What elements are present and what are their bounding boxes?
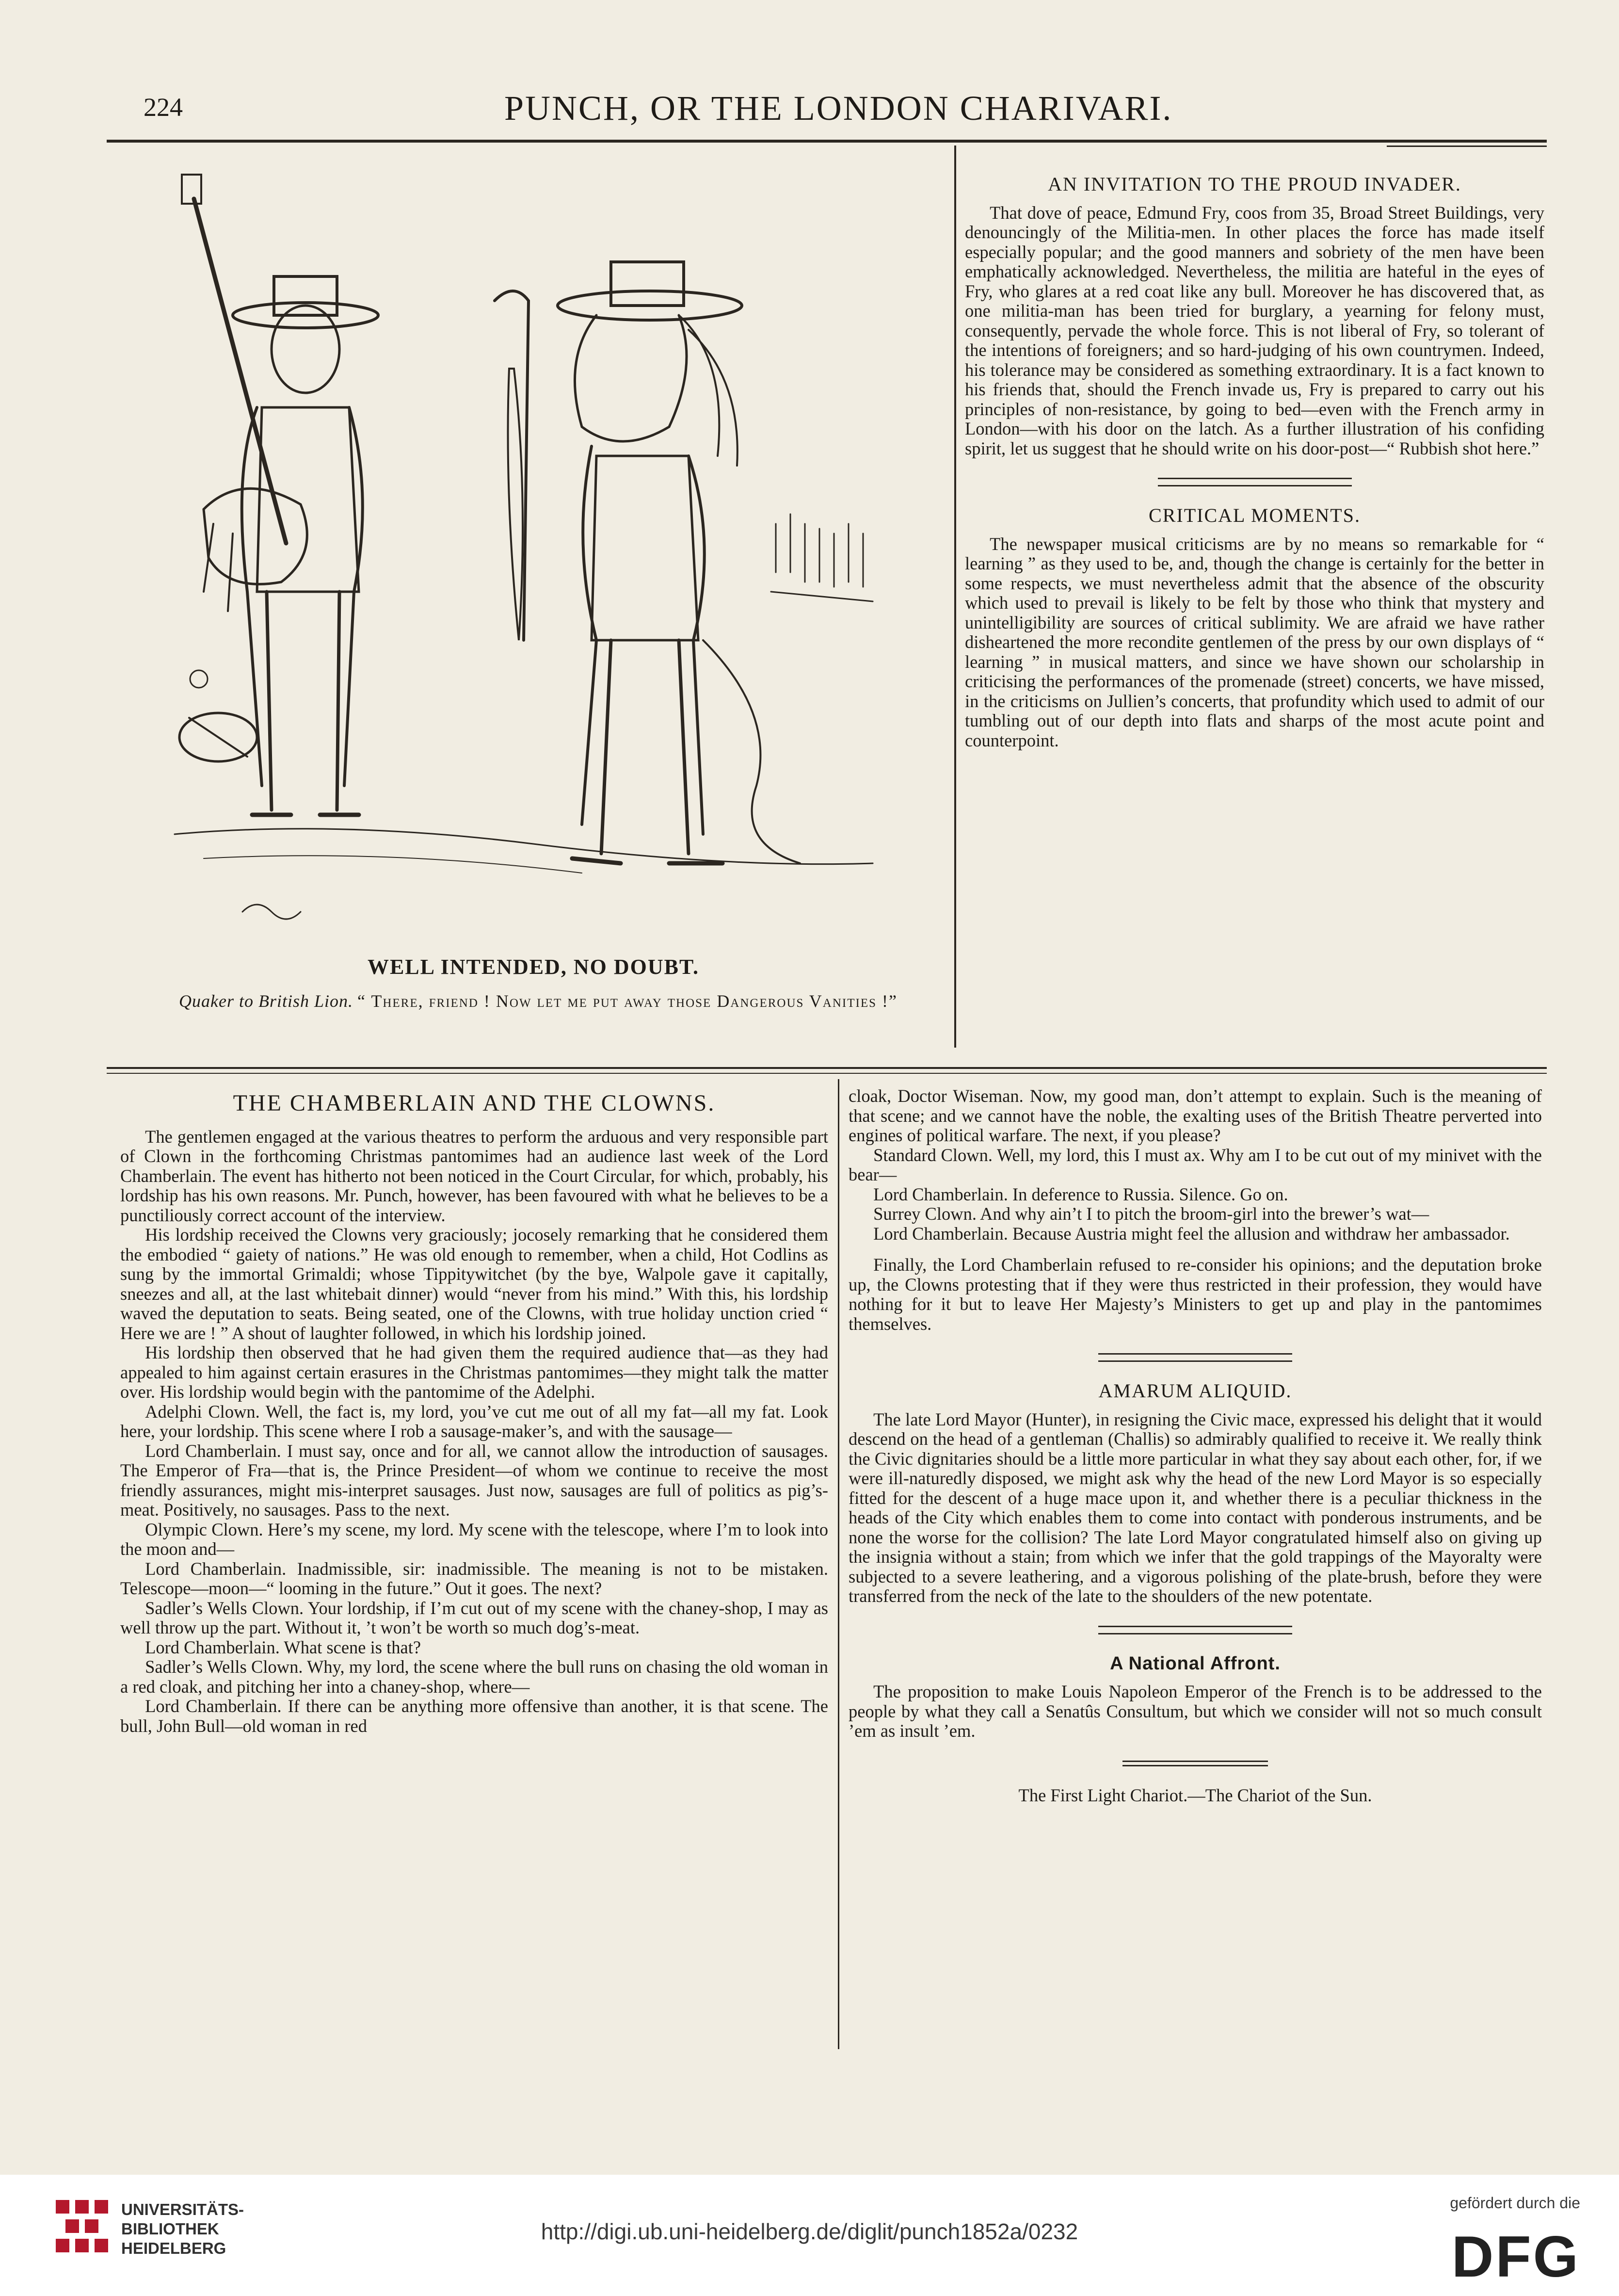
- separator: [1098, 1353, 1292, 1362]
- chamberlain-para: Lord Chamberlain. What scene is that?: [145, 1637, 421, 1657]
- chamberlain-para: Lord Chamberlain. I must say, once and for all, we cannot allow the introduction of sausages. The Emperor of Fra—that is, the Prince President—of whom we continue to receive the most friendly assurances, might mis-interpret sausages. Just now, sausages are full of politics as pig’s-meat. Positively, no sausages. Pass to the next.: [120, 1440, 828, 1520]
- chamberlain-para: Olympic Clown. Here’s my scene, my lord. My scene with the telescope, where I’m to look into the moon and—: [120, 1519, 828, 1559]
- chamberlain-para: His lordship then observed that he had given them the required audience that—as they had appealed to him against certain erasures in the Christmas pantomimes—they might talk the matter over. His lordship would begin with the pantomime of the Adelphi.: [120, 1342, 828, 1402]
- viewer-footer: [0, 2175, 1619, 2296]
- header-rule-short: [1387, 146, 1547, 147]
- chamberlain-cont-para: Surrey Clown. And why ain’t I to pitch the broom-girl into the brewer’s wat—: [873, 1204, 1429, 1224]
- chamberlain-heading: THE CHAMBERLAIN AND THE CLOWNS.: [233, 1090, 716, 1116]
- separator: [1158, 478, 1352, 486]
- caption-speaker: Quaker to British Lion.: [179, 991, 353, 1011]
- chamberlain-cont-para: Finally, the Lord Chamberlain refused to re-consider his opinions; and the deputation broke up, the Clowns protesting that if they were thus restricted in their profession, they would have nothing for it but to leave Her Majesty’s Ministers to get up and play in the pantomimes themselves.: [849, 1255, 1542, 1334]
- chariot-note: The First Light Chariot.—The Chariot of the Sun.: [1018, 1785, 1372, 1805]
- caption-quote: “ There, friend ! Now let me put away those Dangerous Vanities !”: [357, 991, 898, 1011]
- dfg-logo-icon: DFG: [1451, 2224, 1580, 2289]
- chamberlain-para: Adelphi Clown. Well, the fact is, my lord, you’ve cut me out of all my fat—all my fat. Look here, your lordship. This scene where I rob a sausage-maker’s, and with the sausage—: [120, 1401, 828, 1441]
- invitation-body: That dove of peace, Edmund Fry, coos from 35, Broad Street Buildings, very denouncingly of the Militia-men. In other places the force has made itself especially popular; and the good manners and sobriety of the men have been emphatically acknowledged. Nevertheless, the militia are hateful in the eyes of Fry, who glares at a red coat like any bull. Moreover he has discovered that, as one militia-man has been tried for burglary, a yearning for felony must, consequently, pervade the whole force. This is not liberal of Fry, so tolerant of the intentions of foreigners; and so hard-judging of his own countrymen. Indeed, his tolerance may be considered as something extraordinary. It is a fact known to his friends that, should the French invade us, Fry is prepared to carry out his principles of non-resistance, by going to bed—even with the French army in London—with his door on the latch. As a further illustration of his confiding spirit, let us suggest that he should write on his door-post—“ Rubbish shot here.”: [965, 202, 1544, 458]
- column-divider-lower: [838, 1079, 839, 2049]
- chamberlain-cont-para: Lord Chamberlain. Because Austria might feel the allusion and withdraw her ambassador.: [873, 1223, 1510, 1244]
- column-divider: [954, 146, 956, 1048]
- chamberlain-para: His lordship received the Clowns very graciously; jocosely remarking that he considered them the embodied “ gaiety of nations.” He was old enough to remember, when a child, Hot Codlins as sung by the immortal Grimaldi; whose Tippitywitchet (by the bye, Walpole gave it capitally, sneezes and all, at the last whitebait dinner) would “never from his mind.” With this, his lordship waved the deputation to seats. Being seated, one of the Clowns, with true holiday unction cried “ Here we are ! ” A shout of laughter followed, in which his lordship joined.: [120, 1225, 828, 1343]
- chamberlain-para: Sadler’s Wells Clown. Your lordship, if I’m cut out of my scene with the chaney-shop, I may as well throw up the part. Without it, ’t won’t be worth so much dog’s-meat.: [120, 1598, 828, 1637]
- cartoon-title: WELL INTENDED, NO DOUBT.: [367, 955, 700, 979]
- page-number: 224: [144, 93, 183, 122]
- chamberlain-para: The gentlemen engaged at the various theatres to perform the arduous and very responsible part of Clown in the forthcoming Christmas pantomimes had an audience last week of the Lord Chamberlain. The event has hitherto not been noticed in the Court Circular, for which, probably, his lordship has his own reasons. Mr. Punch, however, has been favoured with what he believes to be a punctiliously correct account of the interview.: [120, 1126, 828, 1225]
- affront-heading: A National Affront.: [1110, 1653, 1281, 1674]
- running-title: PUNCH, OR THE LONDON CHARIVARI.: [504, 89, 1173, 128]
- library-name-line: HEIDELBERG: [121, 2239, 226, 2257]
- right-bottom-column: [849, 1086, 1542, 1805]
- funding-note: gefördert durch die: [1450, 2194, 1580, 2212]
- chamberlain-para: Lord Chamberlain. Inadmissible, sir: inadmissible. The meaning is not to be mistaken. Telescope—moon—“ looming in the future.” Out it goes. The next?: [120, 1558, 828, 1598]
- library-name-line: UNIVERSITÄTS-: [121, 2200, 244, 2218]
- chamberlain-cont-para: Lord Chamberlain. In deference to Russia. Silence. Go on.: [873, 1184, 1288, 1204]
- left-bottom-column: [120, 1090, 828, 1736]
- invitation-heading: AN INVITATION TO THE PROUD INVADER.: [1048, 173, 1461, 195]
- chamberlain-para: Sadler’s Wells Clown. Why, my lord, the scene where the bull runs on chasing the old woman in a red cloak, and pitching her into a chaney-shop, where—: [120, 1657, 828, 1697]
- critical-body: The newspaper musical criticisms are by no means so remarkable for “ learning ” as they used to be, and, though the change is certainly for the better in some respects, we must nevertheless admit that the absence of the obscurity which used to prevail is likely to be felt by those who think that mystery and unintelligibility are sources of critical sublimity. We are afraid we have rather disheartened the more recondite gentlemen of the press by our own displays of “ learning ” in musical matters, and since we have shown our scholarship in criticising the performances of the promenade (street) concerts, we have missed, in the criticisms on Jullien’s concerts, that profundity which used to admit of our tumbling out of our depth into flats and sharps of the most acute point and counterpoint.: [965, 534, 1544, 750]
- chamberlain-cont-para: Standard Clown. Well, my lord, this I must ax. Why am I to be cut out of my minivet with the bear—: [849, 1145, 1542, 1184]
- separator: [1098, 1626, 1292, 1634]
- section-rule-thin: [107, 1073, 1547, 1074]
- cartoon-illustration: [145, 155, 921, 951]
- cartoon-caption: [126, 989, 950, 1013]
- chamberlain-cont-para: cloak, Doctor Wiseman. Now, my good man, don’t attempt to explain. Such is the meaning of that scene; and we cannot have the noble, the exalting uses of the British Theatre perverted into engines of political warfare. The next, if you please?: [849, 1086, 1542, 1145]
- section-rule: [107, 1067, 1547, 1069]
- right-top-column: [965, 175, 1544, 750]
- header-rule: [107, 140, 1547, 143]
- affront-body: The proposition to make Louis Napoleon Emperor of the French is to be addressed to the people by what they call a Senatûs Consultum, but which we consider will not so much consult ’em as insult ’em.: [849, 1682, 1542, 1741]
- separator: [1122, 1761, 1268, 1766]
- chamberlain-para: Lord Chamberlain. If there can be anything more offensive than another, it is that scene. The bull, John Bull—old woman in red: [120, 1696, 828, 1736]
- critical-heading: CRITICAL MOMENTS.: [1149, 504, 1361, 526]
- amarum-heading: AMARUM ALIQUID.: [1098, 1380, 1292, 1402]
- permalink[interactable]: http://digi.ub.uni-heidelberg.de/diglit/punch1852a/0232: [541, 2219, 1078, 2244]
- library-name-line: BIBLIOTHEK: [121, 2220, 219, 2238]
- amarum-body: The late Lord Mayor (Hunter), in resigning the Civic mace, expressed his delight that it would descend on the head of a gentleman (Challis) so admirably qualified to receive it. We really think the Civic dignitaries should be a little more particular in what they say about each other, for, if we were ill-naturedly disposed, we might ask why the head of the new Lord Mayor is so especially fitted for the descent of a huge mace upon it, and whether there is a peculiar thickness in the heads of the City which enables them to come into contact with ponderous instruments, and be none the worse for the collision? The late Lord Mayor congratulated himself also on giving up the insignia without a stain; from which we infer that the gold trappings of the Mayoralty were subjected to a severe leathering, and a vigorous polishing of the plate-brush, before they were transferred from the neck of the late to the shoulders of the new potentate.: [849, 1409, 1542, 1606]
